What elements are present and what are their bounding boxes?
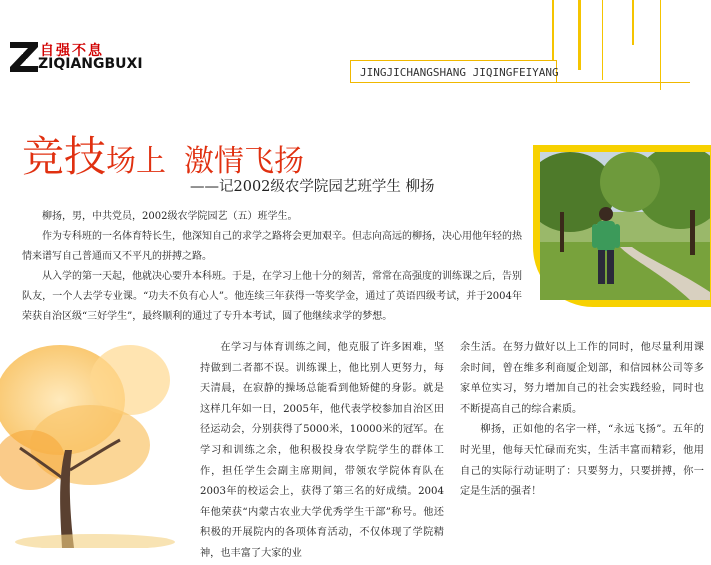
logo-chinese-text: 自强不息 bbox=[40, 43, 104, 59]
title-part2: 场上 bbox=[106, 144, 167, 179]
intro-paragraph-2: 作为专科班的一名体育特长生，他深知自己的求学之路将会更加艰辛。但志向高远的柳扬，决心用他年轻的热情来谱写自己普通而又不平凡的拼搏之路。 bbox=[22, 231, 522, 262]
column-2-paragraph-2: 柳扬，正如他的名字一样，“永远飞扬”。五年的时光里，他每天忙碌而充实，生活丰富而精彩，他用自己的实际行动证明了：只要努力，只要拼搏，你一定是生活的强者！ bbox=[460, 424, 704, 498]
title-part1: 竞技 bbox=[22, 132, 107, 181]
intro-paragraph-3: 从入学的第一天起，他就决心要升本科班。于是，在学习上他十分的刻苦，常常在高强度的训练课之后，告别队友，一个人去学专业课。“功夫不负有心人”。他连续三年获得一等奖学金，通过了英语四级考试，并于2004年荣获自治区级“三好学生”，最终顺利的通过了专升本考试，圆了他继续求学的梦想。 bbox=[22, 271, 522, 322]
z-logo-icon bbox=[8, 38, 42, 74]
decor-line-4 bbox=[632, 0, 634, 45]
title-part3: 激情飞扬 bbox=[184, 144, 305, 179]
header-pinyin: JINGJICHANGSHANG JIQINGFEIYANG bbox=[360, 66, 559, 79]
page-subtitle: ——记2002级农学院园艺班学生 柳扬 bbox=[190, 179, 435, 195]
autumn-tree-illustration bbox=[0, 330, 190, 548]
student-photo bbox=[540, 152, 710, 300]
header-rule bbox=[350, 82, 690, 83]
decor-line-1 bbox=[552, 0, 554, 60]
decor-line-2 bbox=[578, 0, 581, 70]
photo-illustration bbox=[540, 152, 710, 300]
logo-english-text: ZIQIANGBUXI bbox=[38, 56, 143, 72]
decor-line-5 bbox=[660, 0, 661, 90]
intro-paragraph-1: 柳扬，男，中共党员，2002级农学院园艺（五）班学生。 bbox=[42, 211, 298, 222]
decor-line-3 bbox=[602, 0, 603, 80]
body-column-1: 在学习与体育训练之间，他克服了许多困难，坚持做到二者都不误。训练课上，他比别人更努力，每天清晨，在寂静的操场总能看到他矫健的身影。就是这样几年如一日，2005年，他代表学校参加自治区田径运动会，分别获得了5000米，10000米的冠军。在学习和训练之余，他积极投身农学院学生的群体工作，担任学生会副主席期间，带领农学院体育队在2003年的校运会上，获得了第三名的好成绩。2004年他荣获“内蒙古农业大学优秀学生干部”称号。他还积极的开展院内的各项体育活动，不仅体现了学院精神，也丰富了大家的业 bbox=[200, 342, 444, 559]
column-2-paragraph-1: 余生活。在努力做好以上工作的同时，他尽量利用课余时间，曾在维多利商厦企划部，和信园林公司等多家单位实习，努力增加自己的社会实践经验，同时也不断提高自己的综合素质。 bbox=[460, 342, 704, 415]
body-column-2 bbox=[460, 338, 704, 503]
